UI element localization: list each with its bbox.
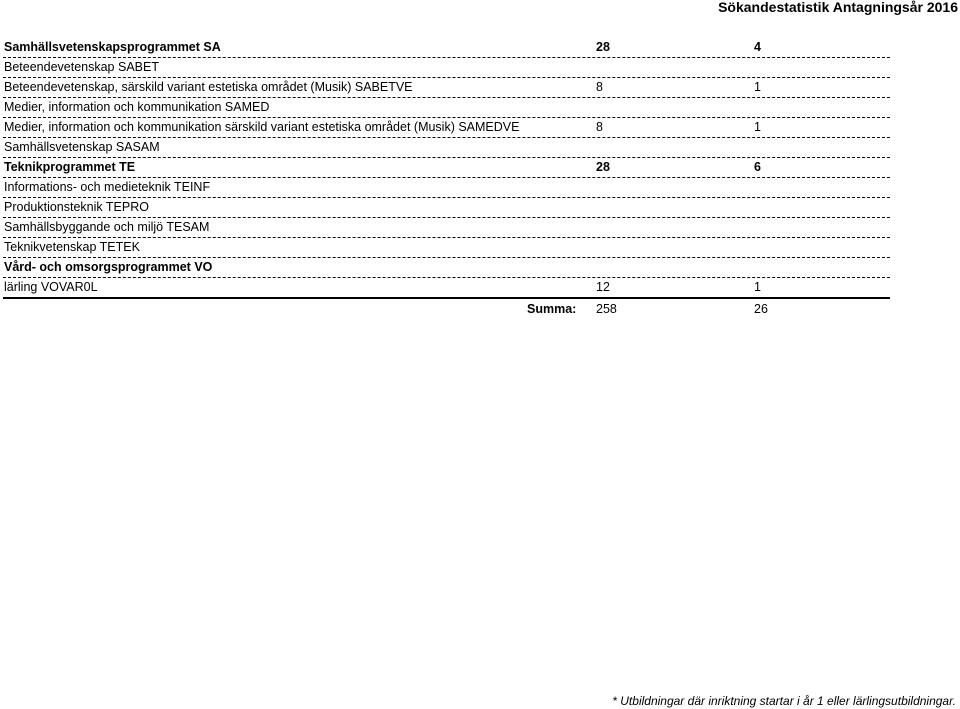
row-col-a: 28 xyxy=(596,40,610,54)
row-name: Vård- och omsorgsprogrammet VO xyxy=(4,260,213,274)
footnote: * Utbildningar där inriktning startar i år 1 eller lärlingsutbildningar. xyxy=(612,694,956,708)
summary-label: Summa: xyxy=(527,302,577,316)
table-row xyxy=(3,78,890,98)
program-row xyxy=(3,258,890,278)
row-name: Medier, information och kommunikation SAMED xyxy=(4,100,270,114)
row-col-b: 1 xyxy=(754,280,761,294)
row-col-b: 1 xyxy=(754,80,761,94)
row-name: Teknikvetenskap TETEK xyxy=(4,240,140,254)
table-row xyxy=(3,118,890,138)
row-name: lärling VOVAR0L xyxy=(4,280,98,294)
table-row xyxy=(3,178,890,198)
table-row xyxy=(3,278,890,299)
row-name: Samhällsvetenskapsprogrammet SA xyxy=(4,40,221,54)
row-name: Samhällsvetenskap SASAM xyxy=(4,140,160,154)
row-col-b: 4 xyxy=(754,40,761,54)
row-col-b: 6 xyxy=(754,160,761,174)
report-title: Sökandestatistik Antagningsår 2016 xyxy=(718,0,958,15)
row-col-a: 12 xyxy=(596,280,610,294)
summary-col-b: 26 xyxy=(754,302,768,316)
row-name: Samhällsbyggande och miljö TESAM xyxy=(4,220,210,234)
table-row xyxy=(3,218,890,238)
row-col-b: 1 xyxy=(754,120,761,134)
table-row xyxy=(3,198,890,218)
row-name: Teknikprogrammet TE xyxy=(4,160,136,174)
row-col-a: 8 xyxy=(596,80,603,94)
statistics-table xyxy=(3,38,890,299)
table-row xyxy=(3,138,890,158)
table-row xyxy=(3,238,890,258)
program-row xyxy=(3,38,890,58)
program-row xyxy=(3,158,890,178)
row-col-a: 8 xyxy=(596,120,603,134)
row-name: Beteendevetenskap, särskild variant estetiska området (Musik) SABETVE xyxy=(4,80,413,94)
summary-row xyxy=(3,300,890,318)
summary-col-a: 258 xyxy=(596,302,617,316)
row-col-a: 28 xyxy=(596,160,610,174)
row-name: Produktionsteknik TEPRO xyxy=(4,200,149,214)
table-row xyxy=(3,98,890,118)
row-name: Beteendevetenskap SABET xyxy=(4,60,159,74)
row-name: Informations- och medieteknik TEINF xyxy=(4,180,211,194)
table-row xyxy=(3,58,890,78)
row-name: Medier, information och kommunikation särskild variant estetiska området (Musik) SAMEDVE xyxy=(4,120,520,134)
